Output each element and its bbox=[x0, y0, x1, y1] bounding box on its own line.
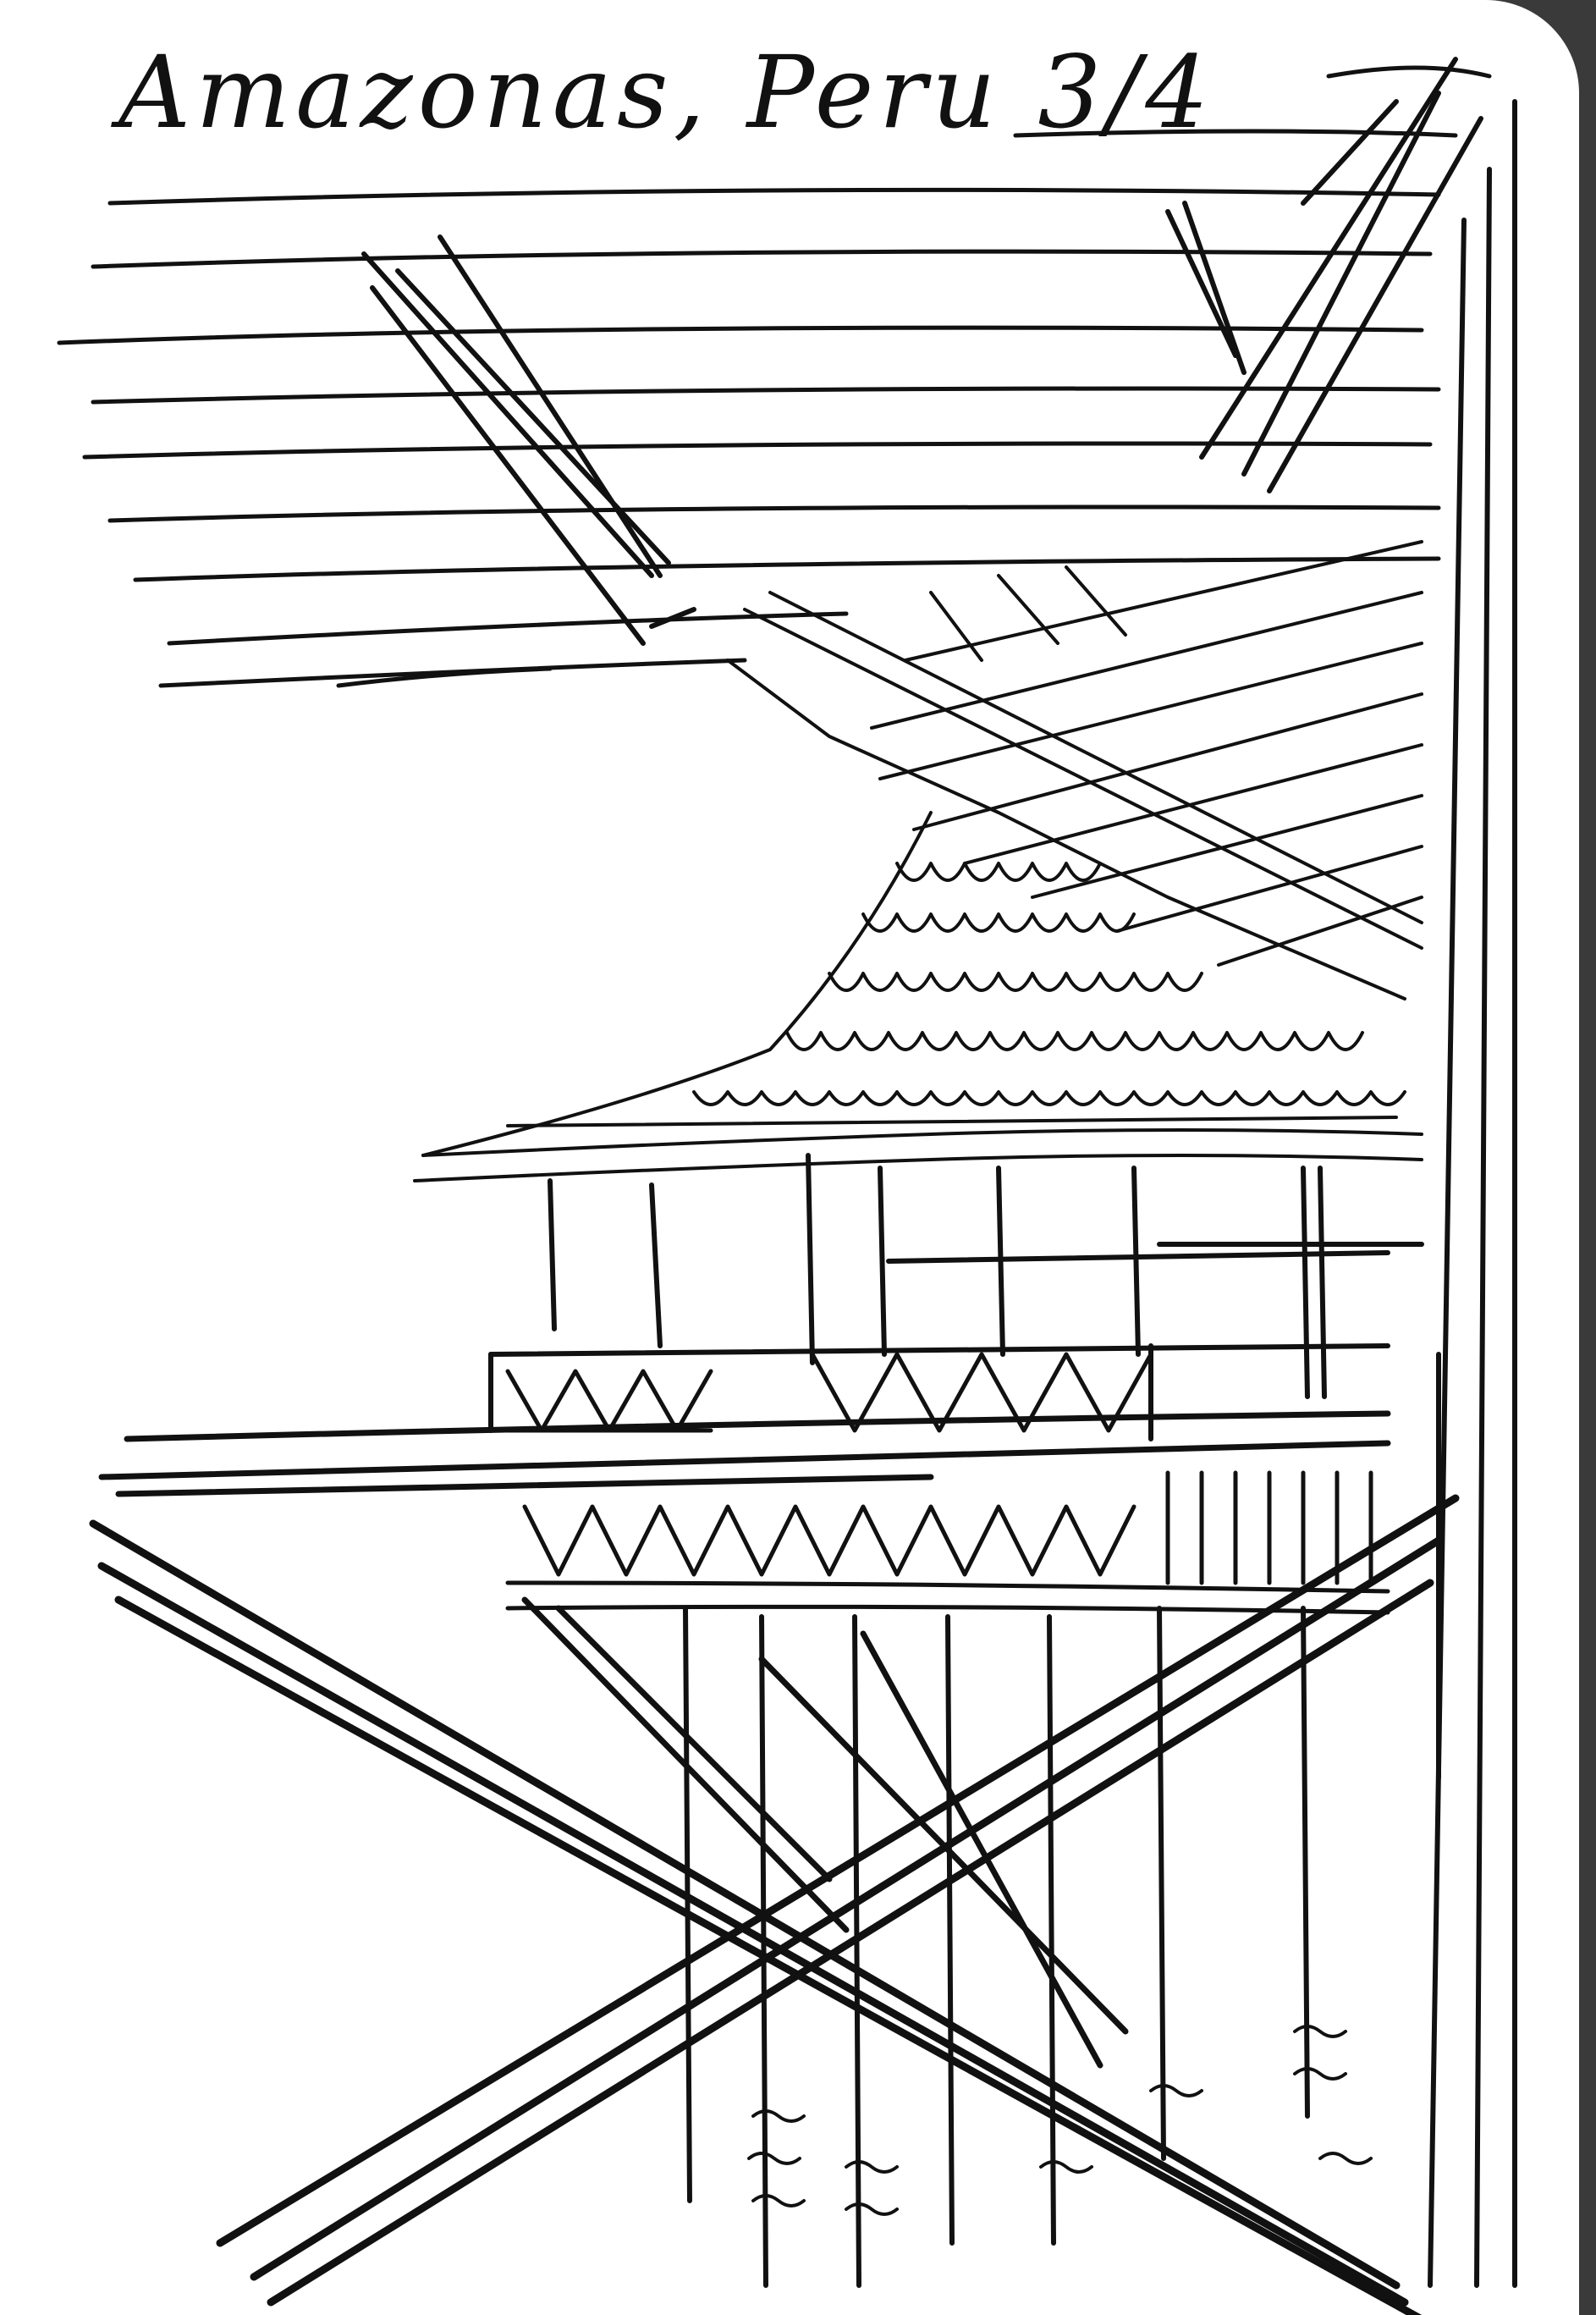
thatched-roof bbox=[415, 813, 1422, 1181]
deck-walkway bbox=[102, 1414, 1388, 1494]
under-deck-bracing bbox=[508, 1473, 1388, 1612]
handwritten-caption: Amazonas, Peru 3/4 bbox=[118, 34, 1214, 151]
foreground-roof-rafters bbox=[364, 59, 1481, 643]
far-roof-upper bbox=[728, 542, 1422, 999]
right-post bbox=[1430, 102, 1515, 2285]
crossed-beams bbox=[93, 1498, 1456, 2315]
